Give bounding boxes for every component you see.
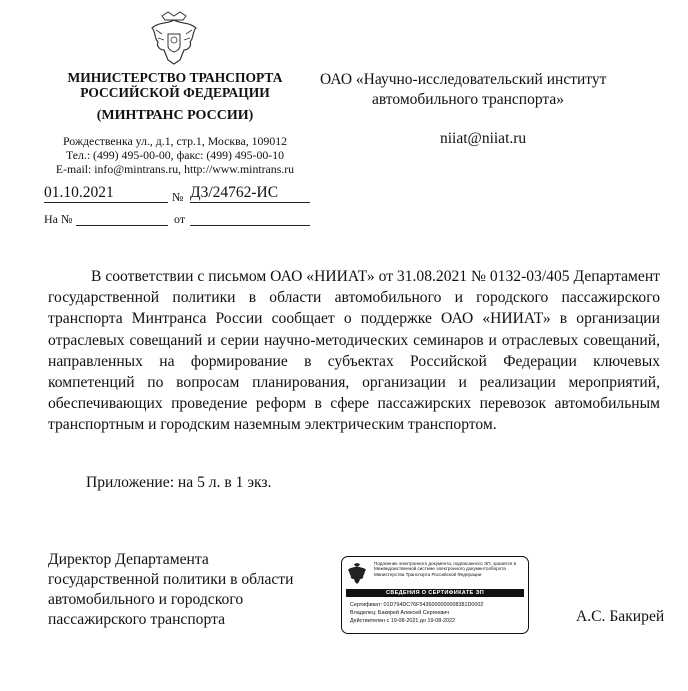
ministry-name — [40, 70, 310, 100]
sender-email-web: E-mail: info@mintrans.ru, http://www.mintrans.ru — [55, 162, 295, 176]
stamp-emblem-icon — [347, 563, 367, 585]
appendix-note: Приложение: на 5 л. в 1 экз. — [86, 474, 272, 491]
ministry-line1: МИНИСТЕРСТВО ТРАНСПОРТА — [67, 70, 283, 85]
signer-title — [48, 550, 338, 630]
sender-phone: Тел.: (499) 495-00-00, факс: (499) 495-00-10 — [65, 148, 285, 162]
stamp-owner: Владелец: Бакирей Алексей Сергеевич — [350, 610, 450, 616]
registration-date-field — [44, 184, 168, 203]
stamp-certificate: Сертификат: 01D794DC76F5436000000008381D0002 — [350, 602, 484, 608]
registration-date: 01.10.2021 — [44, 184, 114, 201]
reference-label: На № — [44, 212, 73, 226]
stamp-validity: Действителен с 19-08-2021 до 19-08-2022 — [350, 618, 456, 624]
sender-address: Рождественка ул., д.1, стр.1, Москва, 109012 — [62, 134, 288, 148]
reference-from-label: от — [174, 212, 186, 226]
signer-title-line3: автомобильного и городского — [48, 591, 244, 608]
electronic-signature-stamp — [341, 556, 529, 634]
sender-contacts — [40, 134, 310, 176]
letter-body: В соответствии с письмом ОАО «НИИАТ» от 31.08.2021 № 0132-03/405 Департамент государственной политики в области автомобильного и городского пассажирского транспорта Минтранса России сообщает о поддержке ОАО «НИИАТ» в организации отраслевых совещаний и серии научно-методических семинаров и отраслевых совещаний, направленных на формирование в субъектах Российской Федерации ключевых компетенций по вопросам планирования, организации и реализации мероприятий, обеспечивающих проведение реформ в сфере пассажирских перевозок автомобильным транспортным и городским наземным электрическим транспортом. — [48, 268, 660, 434]
number-sign: № — [172, 190, 184, 204]
ministry-short-name: (МИНТРАНС РОССИИ) — [96, 108, 254, 123]
recipient — [320, 70, 660, 110]
russian-coat-of-arms-icon — [148, 10, 200, 68]
signer-title-line2: государственной политики в области — [48, 571, 294, 588]
reference-date-line — [190, 212, 310, 226]
recipient-line2: автомобильного транспорта» — [372, 91, 564, 108]
signer-name: А.С. Бакирей — [576, 608, 665, 625]
registration-number: Д3/24762-ИС — [190, 184, 279, 201]
recipient-email: niiat@niiat.ru — [440, 130, 527, 147]
reference-number-line — [76, 212, 168, 226]
stamp-note: Подлинник электронного документа, подписанного ЭП, хранится в Межведомственной системе электронного документооборота Министерства Транспорта Российской Федерации — [374, 561, 517, 577]
signer-title-line4: пассажирского транспорта — [48, 611, 225, 628]
signer-title-line1: Директор Департамента — [48, 551, 209, 568]
recipient-line1: ОАО «Научно-исследовательский институт — [320, 71, 607, 88]
registration-number-field — [190, 184, 310, 203]
ministry-line2: РОССИЙСКОЙ ФЕДЕРАЦИИ — [80, 85, 270, 100]
stamp-band-title: СВЕДЕНИЯ О СЕРТИФИКАТЕ ЭП — [346, 589, 524, 597]
